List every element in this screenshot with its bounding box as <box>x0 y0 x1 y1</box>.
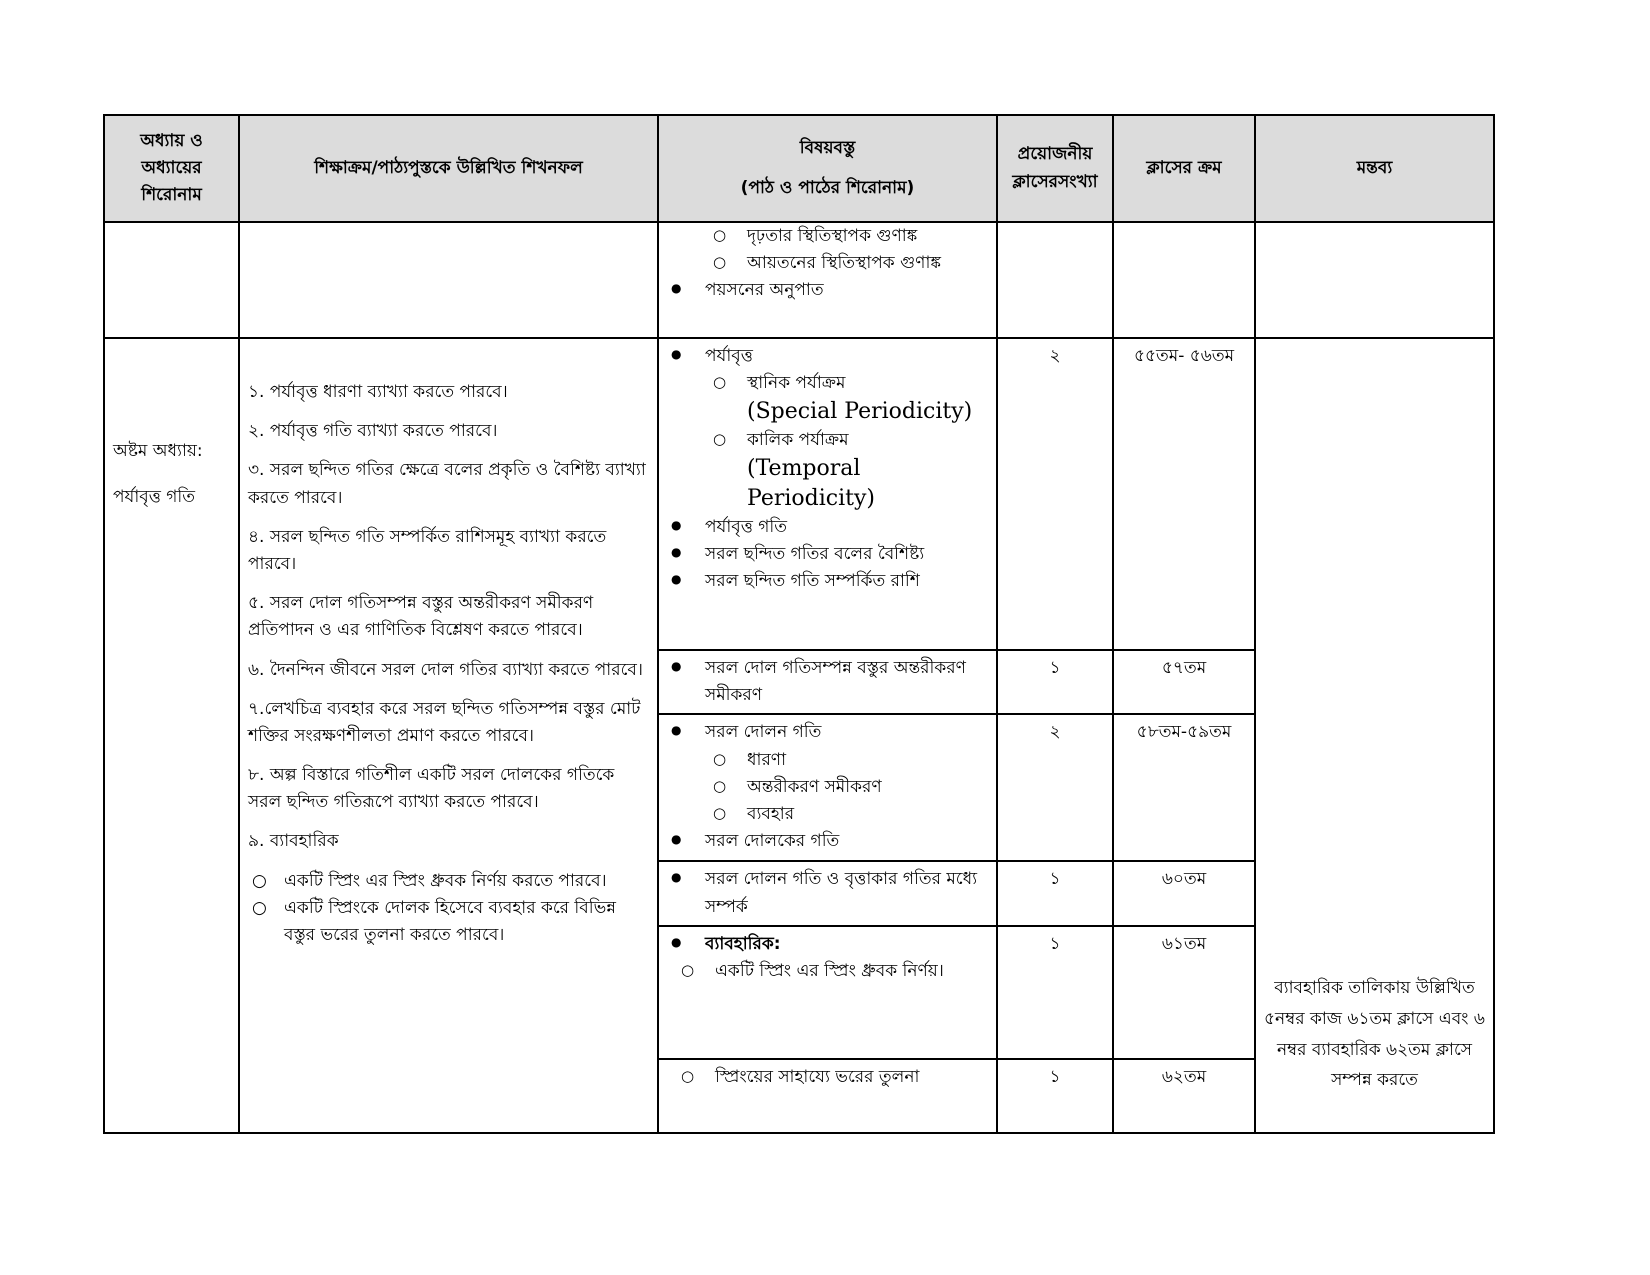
outcome-sub: ○ একটি স্প্রিংকে দোলক হিসেবে ব্যবহার করে বিভিন্ন বস্তুর ভরের তুলনা করতে পারবে। <box>248 895 649 949</box>
list-item: ● পর্যাবৃত্ত <box>667 343 988 370</box>
list-item: ○ অন্তরীকরণ সমীকরণ <box>667 774 988 801</box>
class-count: ১ <box>997 650 1113 714</box>
class-order: ৬১তম <box>1113 926 1255 1059</box>
outcome: ৯. ব্যাবহারিক <box>248 831 339 852</box>
item-text-en: (Special Periodicity) <box>747 399 973 425</box>
header-content-title: বিষয়বস্তু <box>799 138 856 159</box>
outcome-sub: ○ একটি স্প্রিং এর স্প্রিং ধ্রুবক নির্ণয় করতে পারবে। <box>248 868 649 895</box>
class-count: ২ <box>997 338 1113 650</box>
remarks-cell <box>1255 338 1494 1133</box>
table-row <box>104 338 1494 650</box>
list-item: ● সরল দোলন গতি <box>667 719 988 746</box>
outcome: ৪. সরল ছন্দিত গতি সম্পর্কিত রাশিসমূহ ব্যাখ্যা করতে পারবে। <box>248 526 607 574</box>
list-item: ○ আয়তনের স্থিতিস্থাপক গুণাঙ্ক <box>667 250 988 277</box>
class-order: ৬২তম <box>1113 1059 1255 1133</box>
header-class-count: প্রয়োজনীয় ক্লাসেরসংখ্যা <box>997 115 1113 222</box>
list-item: ● সরল দোলকের গতি <box>667 828 988 855</box>
class-order: ৬০তম <box>1113 861 1255 925</box>
content-cell <box>658 861 997 925</box>
header-content-sub: (পাঠ ও পাঠের শিরোনাম) <box>740 177 915 198</box>
list-item: ● সরল দোল গতিসম্পন্ন বস্তুর অন্তরীকরণ সমীকরণ <box>667 655 988 709</box>
list-item: ● সরল ছন্দিত গতির বলের বৈশিষ্ট্য <box>667 541 988 568</box>
outcome: ৮. অল্প বিস্তারে গতিশীল একটি সরল দোলকের গতিকে সরল ছন্দিত গতিরূপে ব্যাখ্যা করতে পারবে। <box>248 765 615 813</box>
header-content <box>658 115 997 222</box>
lesson-plan-table <box>103 114 1495 1134</box>
list-item: ○ ব্যবহার <box>667 801 988 828</box>
content-cell <box>658 926 997 1059</box>
outcome: ১. পর্যাবৃত্ত ধারণা ব্যাখ্যা করতে পারবে। <box>248 382 508 402</box>
outcome: ৭.লেখচিত্র ব্যবহার করে সরল ছন্দিত গতিসম্পন্ন বস্তুর মোট শক্তির সংরক্ষণশীলতা প্রমাণ করতে পারবে। <box>248 698 641 746</box>
list-item: ● পয়সনের অনুপাত <box>667 277 988 304</box>
item-text: স্থানিক পর্যাক্রম <box>747 373 846 394</box>
list-item <box>667 427 988 514</box>
outcome: ৫. সরল দোল গতিসম্পন্ন বস্তুর অন্তরীকরণ সমীকরণ প্রতিপাদন ও এর গাণিতিক বিশ্লেষণ করতে পারবে। <box>248 593 594 641</box>
list-item: ● সরল দোলন গতি ও বৃত্তাকার গতির মধ্যে সম্পর্ক <box>667 866 988 920</box>
list-item: ● সরল ছন্দিত গতি সম্পর্কিত রাশি <box>667 568 988 595</box>
header-class-order: ক্লাসের ক্রম <box>1113 115 1255 222</box>
class-count: ১ <box>997 861 1113 925</box>
class-count: ১ <box>997 1059 1113 1133</box>
content-cell <box>658 338 997 650</box>
class-count: ১ <box>997 926 1113 1059</box>
outcome: ৩. সরল ছন্দিত গতির ক্ষেত্রে বলের প্রকৃতি ও বৈশিষ্ট্য ব্যাখ্যা করতে পারবে। <box>248 460 646 508</box>
list-item: ○ স্প্রিংয়ের সাহায্যে ভরের তুলনা <box>667 1064 988 1091</box>
class-order: ৫৫তম- ৫৬তম <box>1113 338 1255 650</box>
header-outcomes: শিক্ষাক্রম/পাঠ্যপুস্তকে উল্লিখিত শিখনফল <box>239 115 658 222</box>
class-order: ৫৮তম-৫৯তম <box>1113 714 1255 861</box>
class-count: ২ <box>997 714 1113 861</box>
content-cell <box>658 714 997 861</box>
list-item: ● পর্যাবৃত্ত গতি <box>667 514 988 541</box>
item-text-en: (Temporal Periodicity) <box>747 456 875 511</box>
table-row <box>104 222 1494 338</box>
list-item: ○ ধারণা <box>667 747 988 774</box>
header-row <box>104 115 1494 222</box>
list-item: ○ একটি স্প্রিং এর স্প্রিং ধ্রুবক নির্ণয়। <box>667 958 988 985</box>
content-cell <box>658 650 997 714</box>
chapter-number: অষ্টম অধ্যায়: <box>113 441 203 461</box>
list-item: ● ব্যাবহারিক: <box>667 931 988 958</box>
chapter-cell <box>104 338 239 1133</box>
remark-text: ব্যাবহারিক তালিকায় উল্লিখিত ৫নম্বর কাজ ৬১তম ক্লাসে এবং ৬ নম্বর ব্যাবহারিক ৬২তম ক্লাসে সম্পন্ন করতে <box>1264 978 1485 1091</box>
content-cell <box>658 222 997 338</box>
header-chapter: অধ্যায় ও অধ্যায়ের শিরোনাম <box>104 115 239 222</box>
item-text: কালিক পর্যাক্রম <box>747 430 849 451</box>
content-cell <box>658 1059 997 1133</box>
chapter-title: পর্যাবৃত্ত গতি <box>113 486 196 507</box>
outcomes-cell <box>239 338 658 1133</box>
outcome: ২. পর্যাবৃত্ত গতি ব্যাখ্যা করতে পারবে। <box>248 421 498 442</box>
header-remarks: মন্তব্য <box>1255 115 1494 222</box>
list-item: ○ দৃঢ়তার স্থিতিস্থাপক গুণাঙ্ক <box>667 223 988 250</box>
outcome: ৬. দৈনন্দিন জীবনে সরল দোল গতির ব্যাখ্যা করতে পারবে। <box>248 659 643 680</box>
class-order: ৫৭তম <box>1113 650 1255 714</box>
list-item <box>667 370 988 427</box>
